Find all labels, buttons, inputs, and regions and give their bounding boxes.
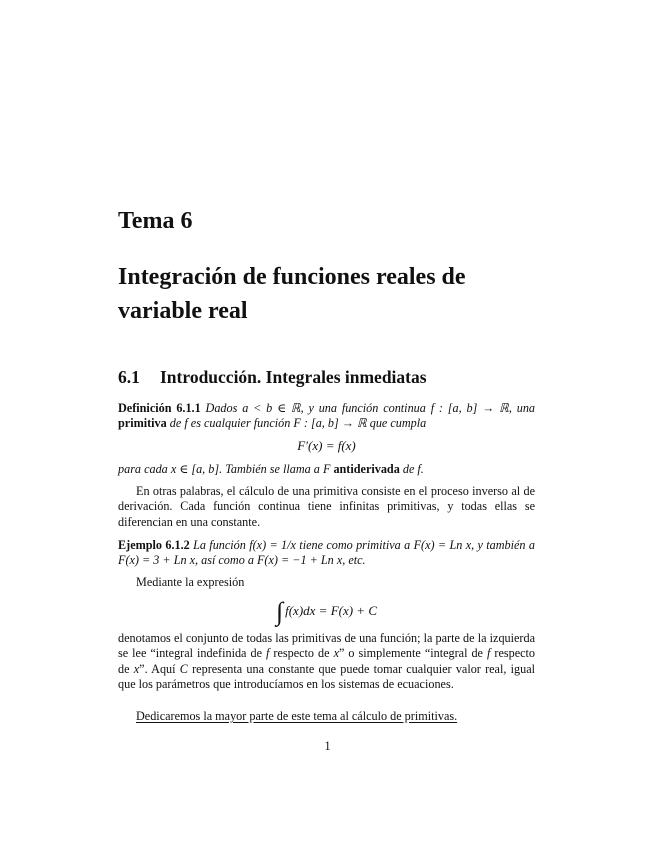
integral-sign: ∫ [275, 597, 284, 626]
math-inline: x [133, 661, 140, 676]
underlined-text: Dedicaremos la mayor parte de este tema al cálculo de primitivas. [136, 709, 458, 723]
definition-text: de [166, 416, 185, 431]
page-number: 1 [324, 739, 331, 753]
math-inline: F(x) = 3 + Ln x [118, 553, 196, 568]
math-inline: f [184, 416, 188, 431]
example-text: , así como a [195, 553, 257, 568]
example-label: Ejemplo 6.1.2 [118, 538, 190, 552]
math-inline: F [322, 462, 331, 476]
definition-text: , una [508, 401, 535, 415]
paragraph [118, 709, 535, 724]
math-inline: F : [a, b] → ℝ [293, 416, 367, 431]
example-text: tiene como primitiva a [295, 538, 414, 552]
definition-continuation [118, 462, 535, 477]
math-inline: f [487, 646, 491, 661]
math-inline: x [333, 646, 339, 661]
paragraph-text: ”. Aquí [139, 661, 180, 676]
chapter-title: Integración de funciones reales de variable real [118, 264, 466, 324]
math-inline: f [417, 462, 421, 476]
definition-text: de [399, 462, 418, 476]
definition-term: antiderivada [333, 462, 400, 476]
paragraph-text: respecto de [118, 646, 536, 676]
math-inline: f(x) = 1/x [249, 538, 296, 552]
paragraph: Mediante la expresión [136, 575, 245, 589]
paragraph-text: denotamos el conjunto de todas las primitivas de una función; la parte de la izquierda se lee “integral indefinida de [118, 631, 535, 661]
section-number: 6.1 [118, 367, 140, 387]
math-inline: f : [a, b] → ℝ [430, 401, 509, 415]
definition-block [118, 401, 535, 432]
definition-text: para cada [118, 462, 171, 476]
paragraph-text: ” o simplemente “integral de [338, 646, 487, 661]
paragraph-text: respecto de [269, 646, 334, 661]
definition-text: es cualquier función [187, 416, 294, 431]
definition-text: . También se llama a [219, 462, 323, 476]
math-inline: f [266, 646, 270, 661]
math-inline: x ∈ [a, b] [170, 462, 220, 476]
integral-equation [118, 597, 535, 627]
definition-text: Dados [205, 401, 243, 415]
definition-equation: F′(x) = f(x) [297, 438, 356, 453]
section-title: Introducción. Integrales inmediatas [160, 367, 427, 387]
paragraph-text: representa una constante que puede tomar cualquier valor real, igual que los parámetros que introducíamos en los sistemas de ecuaciones. [118, 661, 535, 692]
definition-label: Definición 6.1.1 [118, 401, 201, 415]
example-text: , y también a [471, 538, 535, 552]
example-text: , etc. [342, 553, 366, 568]
math-inline: a < b ∈ ℝ [242, 401, 301, 415]
chapter-label: Tema 6 [118, 208, 193, 234]
math-inline: C [179, 661, 188, 676]
paragraph: En otras palabras, el cálculo de una primitiva consiste en el proceso inverso al de derivación. Cada función continua tiene infinitas primitivas, y todas ellas se diferencian en una constante. [118, 484, 535, 529]
definition-text: . [420, 462, 424, 476]
example-text: La función [189, 538, 250, 552]
definition-term: primitiva [118, 416, 167, 431]
section-heading [118, 367, 535, 388]
integral-expression: f(x)dx = F(x) + C [285, 603, 378, 618]
paragraph [118, 631, 535, 693]
example-block [118, 538, 535, 569]
definition-text: que cumpla [366, 416, 427, 431]
math-inline: F(x) = −1 + Ln x [256, 553, 343, 568]
definition-text: , y una función continua [300, 401, 431, 415]
math-inline: F(x) = Ln x [413, 538, 472, 552]
